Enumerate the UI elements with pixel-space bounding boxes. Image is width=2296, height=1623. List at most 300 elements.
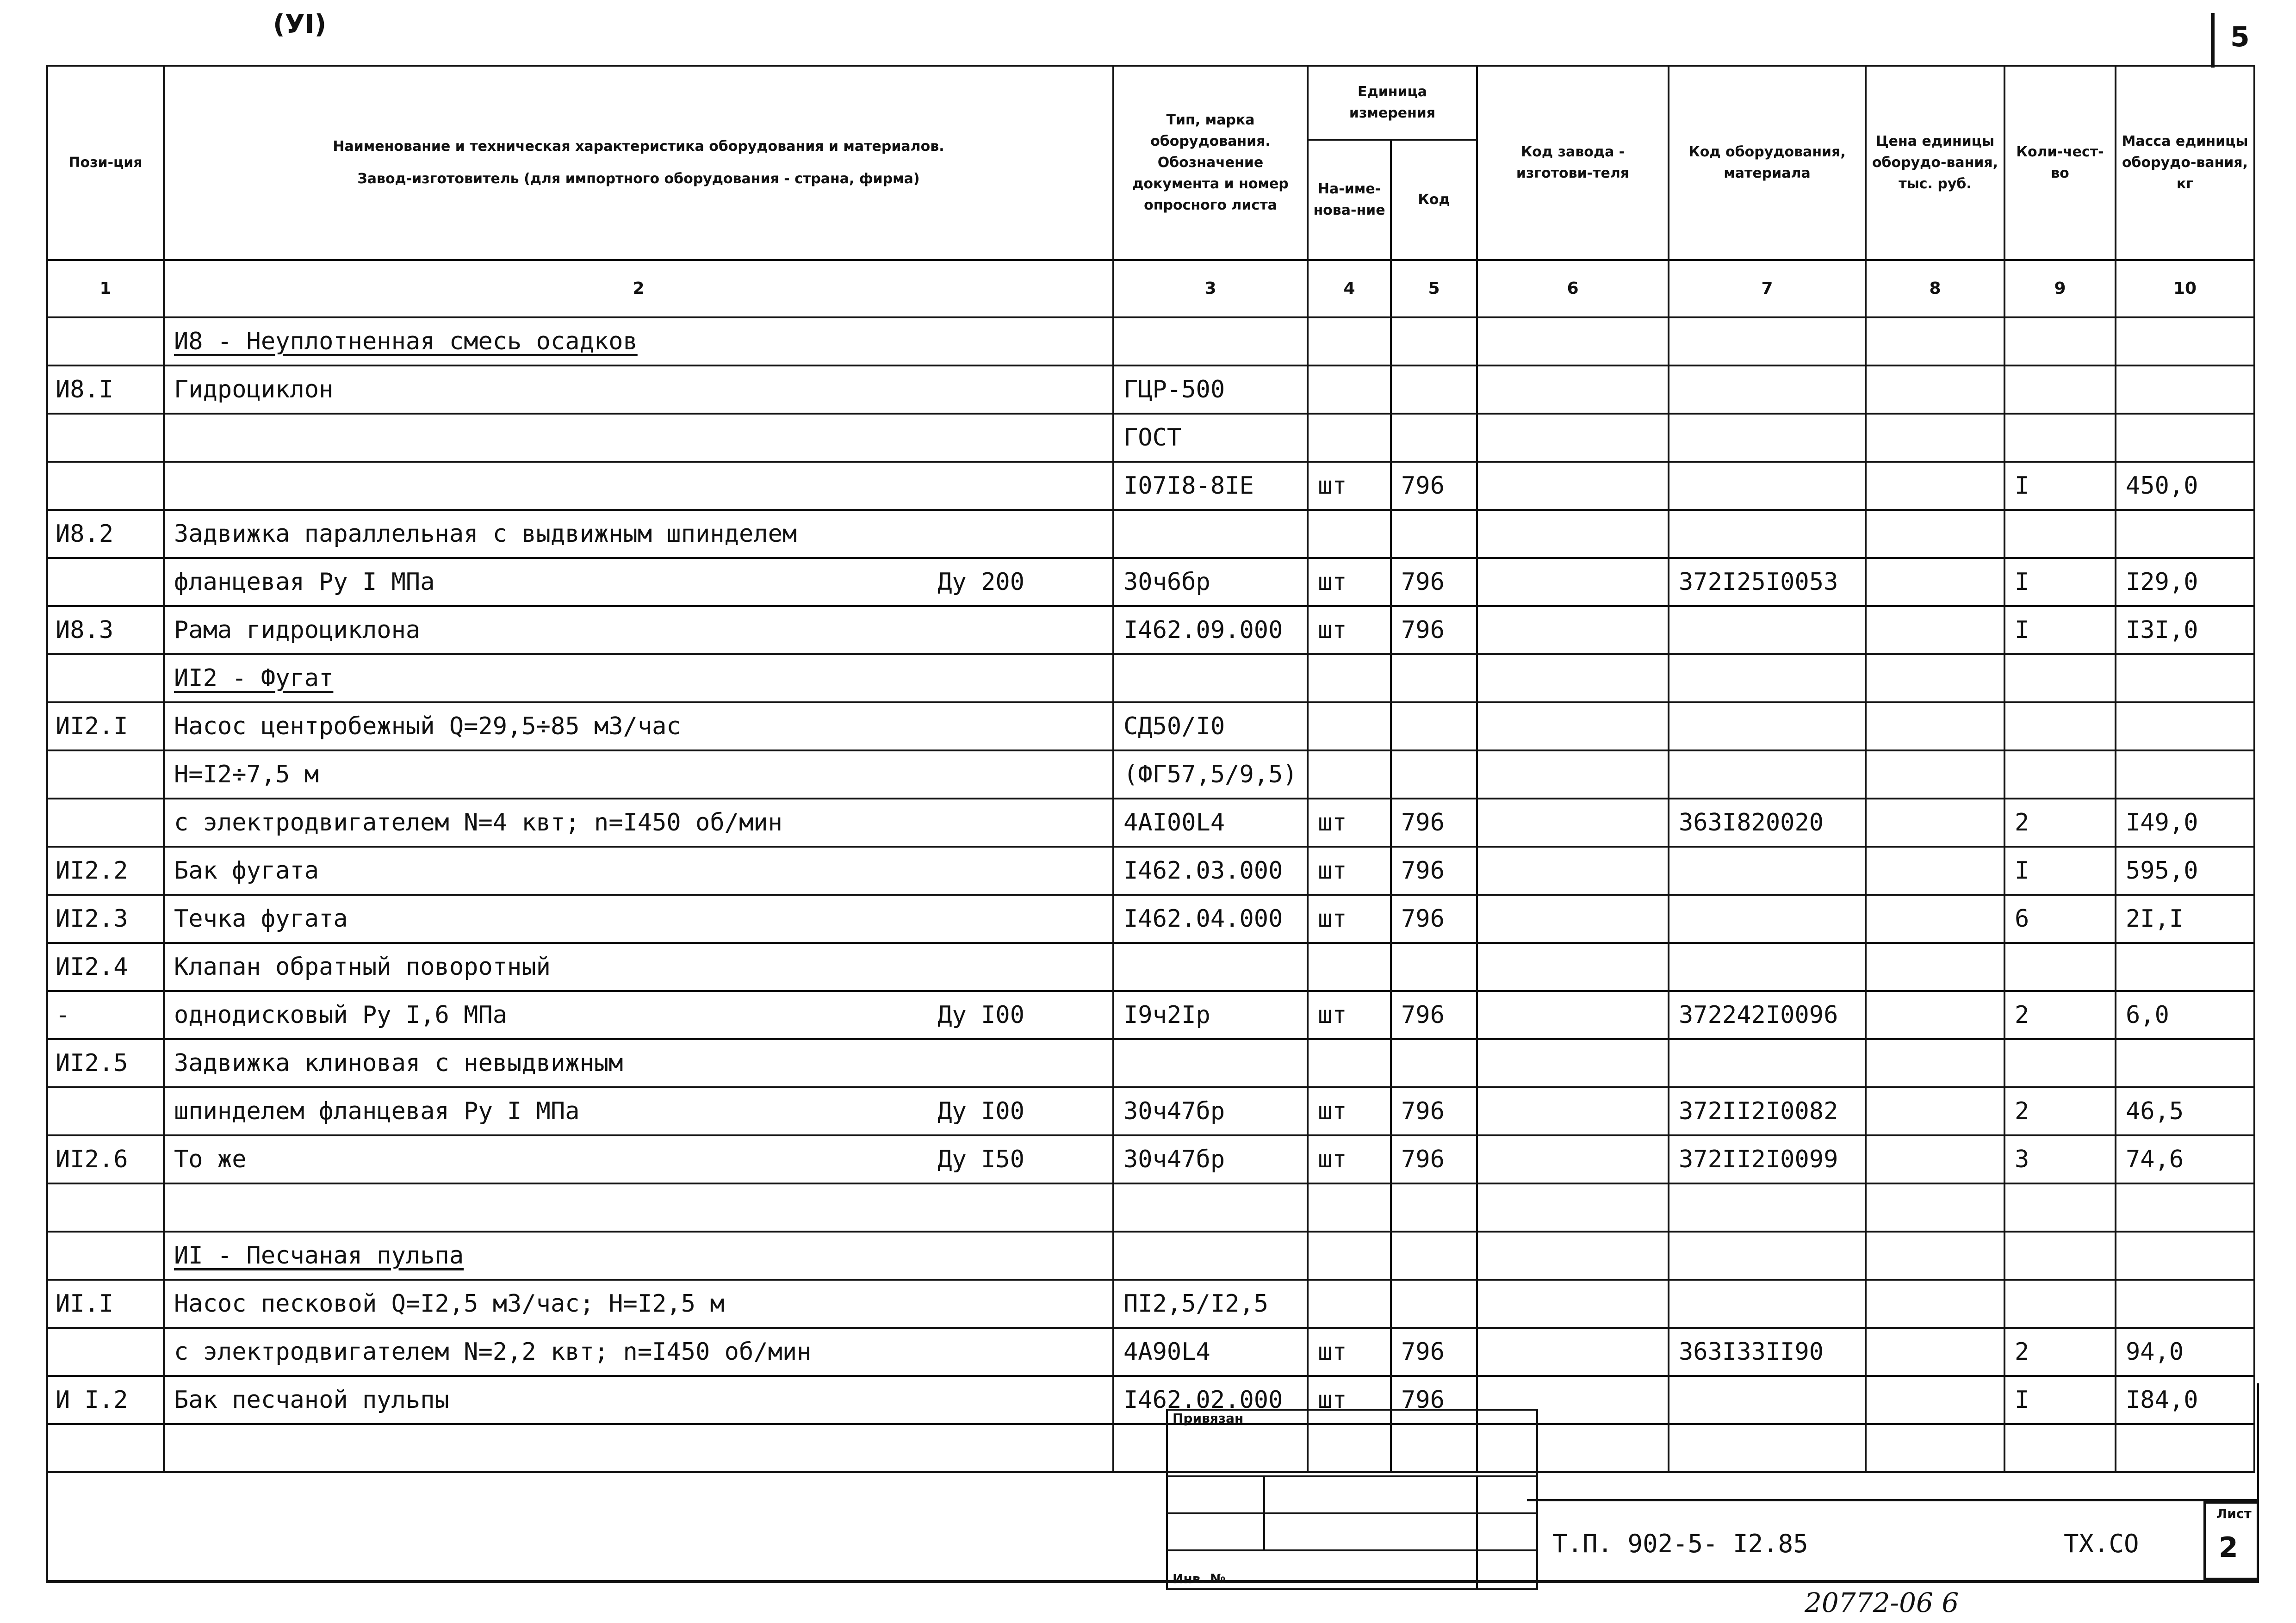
table-row	[47, 702, 2254, 750]
cell-mat: 363I33II90	[1669, 1328, 1866, 1376]
cell-name	[164, 1135, 1113, 1183]
header-unit: Единица измерения	[1308, 66, 1477, 140]
cell-qty	[2004, 1039, 2116, 1087]
item-name: Бак песчаной пульпы	[174, 1386, 449, 1414]
stamp-cell	[1477, 1513, 1537, 1550]
cell-qty	[2004, 510, 2116, 558]
column-number: 1	[47, 260, 164, 317]
cell-mass	[2116, 365, 2254, 414]
cell-mass: 2I,I	[2116, 895, 2254, 943]
cell-qty	[2004, 702, 2116, 750]
nominal-diameter	[1024, 857, 1103, 885]
cell-pos: И8.2	[47, 510, 164, 558]
cell-mass	[2116, 1039, 2254, 1087]
cell-price	[1866, 799, 2004, 847]
nominal-diameter: Ду I00	[937, 1097, 1024, 1125]
cell-price	[1866, 991, 2004, 1039]
cell-qty: I	[2004, 462, 2116, 510]
cell-mass	[2116, 1232, 2254, 1280]
nominal-diameter	[1024, 905, 1103, 933]
specification-table	[46, 65, 2255, 1473]
approval-stamp	[1166, 1409, 1538, 1590]
cell-mat	[1669, 1376, 1866, 1424]
cell-unit: шт	[1308, 991, 1391, 1039]
header-material-code: Код оборудования, материала	[1669, 66, 1866, 260]
frame-left-edge	[46, 1383, 48, 1582]
cell-unit: шт	[1308, 847, 1391, 895]
cell-name	[164, 1280, 1113, 1328]
cell-price	[1866, 702, 2004, 750]
item-name: с электродвигателем N=2,2 квт; n=I450 об/мин	[174, 1338, 812, 1366]
cell-pos	[47, 1183, 164, 1232]
cell-pos: ИI2.5	[47, 1039, 164, 1087]
cell-plant	[1477, 1087, 1669, 1135]
cell-code: 796	[1391, 991, 1477, 1039]
cell-plant	[1477, 558, 1669, 606]
cell-plant	[1477, 750, 1669, 799]
stamp-cell	[1477, 1476, 1537, 1513]
item-name: шпинделем фланцевая Ру I МПа	[174, 1097, 580, 1125]
cell-code	[1391, 414, 1477, 462]
cell-qty: 2	[2004, 799, 2116, 847]
nominal-diameter	[1024, 1290, 1103, 1318]
cell-code	[1391, 1232, 1477, 1280]
table-row	[47, 847, 2254, 895]
column-number: 2	[164, 260, 1113, 317]
cell-price	[1866, 1135, 2004, 1183]
cell-code	[1391, 1039, 1477, 1087]
header-plant-code: Код завода - изготови-теля	[1477, 66, 1669, 260]
cell-code	[1391, 365, 1477, 414]
cell-code: 796	[1391, 606, 1477, 654]
cell-unit	[1308, 1039, 1391, 1087]
cell-qty: 2	[2004, 1328, 2116, 1376]
cell-type	[1113, 317, 1308, 365]
cell-mat: 363I820020	[1669, 799, 1866, 847]
cell-mat	[1669, 702, 1866, 750]
cell-pos	[47, 1424, 164, 1472]
cell-mass	[2116, 1424, 2254, 1472]
cell-plant	[1477, 654, 1669, 702]
section-row	[47, 1232, 2254, 1280]
title-block-rule	[1527, 1499, 2259, 1501]
cell-price	[1866, 1424, 2004, 1472]
cell-unit: шт	[1308, 606, 1391, 654]
cell-code: 796	[1391, 847, 1477, 895]
cell-pos: ИI2.4	[47, 943, 164, 991]
cell-name	[164, 1424, 1113, 1472]
cell-name	[164, 847, 1113, 895]
cell-qty	[2004, 1280, 2116, 1328]
item-name: Бак фугата	[174, 857, 319, 885]
column-number: 9	[2004, 260, 2116, 317]
cell-mat	[1669, 943, 1866, 991]
item-name: однодисковый Ру I,6 МПа	[174, 1001, 508, 1029]
cell-plant	[1477, 895, 1669, 943]
cell-plant	[1477, 365, 1669, 414]
cell-name	[164, 414, 1113, 462]
cell-mass	[2116, 943, 2254, 991]
cell-mat	[1669, 895, 1866, 943]
cell-unit	[1308, 702, 1391, 750]
column-number: 3	[1113, 260, 1308, 317]
cell-code: 796	[1391, 1376, 1477, 1424]
header-name	[164, 66, 1113, 260]
header-mass: Масса единицы оборудо-вания, кг	[2116, 66, 2254, 260]
page-number-divider	[2211, 13, 2215, 68]
cell-plant	[1477, 943, 1669, 991]
nominal-diameter: Ду I50	[937, 1146, 1024, 1173]
header-price: Цена единицы оборудо-вания, тыс. руб.	[1866, 66, 2004, 260]
stamp-cell	[1264, 1476, 1477, 1513]
cell-price	[1866, 462, 2004, 510]
cell-price	[1866, 606, 2004, 654]
table-row	[47, 1424, 2254, 1472]
cell-price	[1866, 414, 2004, 462]
cell-mass	[2116, 702, 2254, 750]
cell-type	[1113, 510, 1308, 558]
cell-pos: ИI.I	[47, 1280, 164, 1328]
item-name: Н=I2÷7,5 м	[174, 761, 319, 788]
cell-name	[164, 317, 1113, 365]
cell-code	[1391, 943, 1477, 991]
cell-qty	[2004, 750, 2116, 799]
cell-name	[164, 510, 1113, 558]
cell-plant	[1477, 1135, 1669, 1183]
cell-plant	[1477, 847, 1669, 895]
header-position: Пози-ция	[47, 66, 164, 260]
cell-plant	[1477, 317, 1669, 365]
table-row	[47, 1328, 2254, 1376]
cell-price	[1866, 365, 2004, 414]
cell-plant	[1477, 1232, 1669, 1280]
cell-qty: I	[2004, 558, 2116, 606]
cell-pos: ИI2.6	[47, 1135, 164, 1183]
cell-type	[1113, 1183, 1308, 1232]
cell-mat	[1669, 317, 1866, 365]
section-row	[47, 654, 2254, 702]
nominal-diameter	[1024, 520, 1103, 548]
cell-mat	[1669, 1232, 1866, 1280]
table-row	[47, 991, 2254, 1039]
header-name-line1: Наименование и техническая характеристика оборудования и материалов.	[333, 138, 944, 155]
cell-type: I462.04.000	[1113, 895, 1308, 943]
cell-plant	[1477, 606, 1669, 654]
cell-code: 796	[1391, 1328, 1477, 1376]
column-number-row	[47, 260, 2254, 317]
nominal-diameter	[1024, 809, 1103, 836]
table-row	[47, 510, 2254, 558]
table-row	[47, 895, 2254, 943]
cell-price	[1866, 1232, 2004, 1280]
column-number: 10	[2116, 260, 2254, 317]
table-row	[47, 1280, 2254, 1328]
cell-mass: I29,0	[2116, 558, 2254, 606]
cell-qty: 3	[2004, 1135, 2116, 1183]
table-row	[47, 1135, 2254, 1183]
cell-code: 796	[1391, 558, 1477, 606]
cell-unit: шт	[1308, 1087, 1391, 1135]
cell-mass: 595,0	[2116, 847, 2254, 895]
stamp-cell	[1167, 1513, 1264, 1550]
stamp-cell	[1167, 1476, 1264, 1513]
cell-price	[1866, 1087, 2004, 1135]
item-name: Течка фугата	[174, 905, 348, 933]
cell-code: 796	[1391, 1087, 1477, 1135]
cell-mass	[2116, 1183, 2254, 1232]
nominal-diameter: Ду 200	[937, 568, 1024, 596]
nominal-diameter	[1024, 1338, 1103, 1366]
table-row	[47, 1087, 2254, 1135]
header-quantity: Коли-чест-во	[2004, 66, 2116, 260]
cell-mat	[1669, 1280, 1866, 1328]
cell-name	[164, 1328, 1113, 1376]
stamp-tied-label: Привязан	[1167, 1410, 1537, 1462]
cell-qty: 2	[2004, 1087, 2116, 1135]
cell-name	[164, 558, 1113, 606]
nominal-diameter	[1024, 1049, 1103, 1077]
column-number: 5	[1391, 260, 1477, 317]
cell-price	[1866, 847, 2004, 895]
stamp-cell	[1264, 1513, 1477, 1550]
cell-code	[1391, 750, 1477, 799]
cell-unit	[1308, 654, 1391, 702]
column-number: 8	[1866, 260, 2004, 317]
cell-pos	[47, 317, 164, 365]
table-row	[47, 1376, 2254, 1424]
cell-qty	[2004, 1183, 2116, 1232]
cell-unit	[1308, 1280, 1391, 1328]
table-row	[47, 365, 2254, 414]
cell-plant	[1477, 1280, 1669, 1328]
cell-price	[1866, 1280, 2004, 1328]
document-suffix: ТХ.СО	[2064, 1529, 2139, 1558]
cell-code: 796	[1391, 1135, 1477, 1183]
cell-qty	[2004, 1232, 2116, 1280]
cell-unit	[1308, 365, 1391, 414]
cell-type: ГОСТ	[1113, 414, 1308, 462]
cell-plant	[1477, 510, 1669, 558]
sheet-box-label: Лист	[2216, 1506, 2252, 1521]
cell-pos: И8.3	[47, 606, 164, 654]
item-name: Задвижка параллельная с выдвижным шпинделем	[174, 520, 797, 548]
header-unit-code: Код	[1391, 140, 1477, 260]
cell-type: (ФГ57,5/9,5)	[1113, 750, 1308, 799]
cell-pos	[47, 654, 164, 702]
section-title: И8 - Неуплотненная смесь осадков	[174, 328, 638, 355]
cell-name	[164, 365, 1113, 414]
item-name: Клапан обратный поворотный	[174, 953, 551, 981]
cell-qty: I	[2004, 847, 2116, 895]
cell-name	[164, 1232, 1113, 1280]
frame-bottom-rule	[46, 1580, 2259, 1583]
document-code: Т.П. 902-5- I2.85	[1552, 1529, 1808, 1558]
cell-price	[1866, 943, 2004, 991]
section-row	[47, 317, 2254, 365]
cell-type: I07I8-8IE	[1113, 462, 1308, 510]
table-row	[47, 1039, 2254, 1087]
cell-mat	[1669, 414, 1866, 462]
cell-unit: шт	[1308, 895, 1391, 943]
cell-type: I462.02.000	[1113, 1376, 1308, 1424]
item-name: Задвижка клиновая с невыдвижным	[174, 1049, 623, 1077]
cell-code: 796	[1391, 799, 1477, 847]
cell-pos: И8.I	[47, 365, 164, 414]
cell-plant	[1477, 1183, 1669, 1232]
cell-qty: 2	[2004, 991, 2116, 1039]
cell-pos	[47, 558, 164, 606]
cell-price	[1866, 1183, 2004, 1232]
cell-plant	[1477, 1039, 1669, 1087]
nominal-diameter	[1024, 1242, 1103, 1270]
cell-type	[1113, 943, 1308, 991]
column-number: 7	[1669, 260, 1866, 317]
table-row	[47, 606, 2254, 654]
cell-mat: 372II2I0099	[1669, 1135, 1866, 1183]
cell-pos: ИI2.2	[47, 847, 164, 895]
nominal-diameter	[1024, 712, 1103, 740]
table-row	[47, 799, 2254, 847]
cell-mat	[1669, 750, 1866, 799]
cell-code: 796	[1391, 895, 1477, 943]
item-name: Насос центробежный Q=29,5÷85 м3/час	[174, 712, 681, 740]
cell-mass	[2116, 750, 2254, 799]
cell-mass: 450,0	[2116, 462, 2254, 510]
cell-mass: I84,0	[2116, 1376, 2254, 1424]
cell-mat	[1669, 462, 1866, 510]
cell-type: 30ч47бр	[1113, 1135, 1308, 1183]
cell-unit	[1308, 943, 1391, 991]
cell-unit: шт	[1308, 799, 1391, 847]
stamp-cell	[1477, 1550, 1537, 1589]
cell-price	[1866, 1039, 2004, 1087]
item-name: фланцевая Ру I МПа	[174, 568, 435, 596]
item-name: Рама гидроциклона	[174, 616, 421, 644]
cell-name	[164, 606, 1113, 654]
cell-type	[1113, 654, 1308, 702]
cell-pos	[47, 1232, 164, 1280]
cell-mat	[1669, 606, 1866, 654]
cell-type: 30ч47бр	[1113, 1087, 1308, 1135]
item-name: Гидроциклон	[174, 376, 334, 403]
cell-mass: 6,0	[2116, 991, 2254, 1039]
cell-type	[1113, 1232, 1308, 1280]
header-unit-name: На-име-нова-ние	[1308, 140, 1391, 260]
column-number: 4	[1308, 260, 1391, 317]
cell-mass: 74,6	[2116, 1135, 2254, 1183]
cell-unit: шт	[1308, 1328, 1391, 1376]
cell-type: I462.09.000	[1113, 606, 1308, 654]
nominal-diameter	[1024, 953, 1103, 981]
cell-pos	[47, 799, 164, 847]
nominal-diameter	[1024, 761, 1103, 788]
cell-name	[164, 462, 1113, 510]
header-name-line2: Завод-изготовитель (для импортного оборудования - страна, фирма)	[357, 171, 920, 187]
cell-pos	[47, 1328, 164, 1376]
cell-unit	[1308, 317, 1391, 365]
cell-price	[1866, 510, 2004, 558]
cell-name	[164, 750, 1113, 799]
cell-price	[1866, 750, 2004, 799]
cell-unit: шт	[1308, 558, 1391, 606]
cell-unit	[1308, 414, 1391, 462]
page-number: 5	[2230, 21, 2250, 53]
cell-qty	[2004, 1424, 2116, 1472]
cell-price	[1866, 558, 2004, 606]
cell-type: I9ч2Iр	[1113, 991, 1308, 1039]
cell-pos: -	[47, 991, 164, 1039]
table-row	[47, 1183, 2254, 1232]
cell-type: 30ч6бр	[1113, 558, 1308, 606]
cell-mass: 94,0	[2116, 1328, 2254, 1376]
cell-code	[1391, 654, 1477, 702]
cell-price	[1866, 1376, 2004, 1424]
cell-unit: шт	[1308, 462, 1391, 510]
cell-qty: I	[2004, 1376, 2116, 1424]
cell-mat	[1669, 847, 1866, 895]
sheet-box-number: 2	[2219, 1531, 2238, 1564]
section-title: ИI2 - Фугат	[174, 664, 334, 692]
cell-plant	[1477, 991, 1669, 1039]
cell-code	[1391, 510, 1477, 558]
cell-price	[1866, 317, 2004, 365]
cell-code	[1391, 1280, 1477, 1328]
cell-mat: 372242I0096	[1669, 991, 1866, 1039]
cell-qty	[2004, 365, 2116, 414]
cell-pos	[47, 1087, 164, 1135]
cell-code	[1391, 1183, 1477, 1232]
cell-name	[164, 702, 1113, 750]
cell-unit	[1308, 510, 1391, 558]
cell-plant	[1477, 462, 1669, 510]
cell-type	[1113, 1039, 1308, 1087]
cell-unit: шт	[1308, 1135, 1391, 1183]
cell-qty	[2004, 317, 2116, 365]
cell-code	[1391, 702, 1477, 750]
cell-qty: 6	[2004, 895, 2116, 943]
cell-plant	[1477, 414, 1669, 462]
cell-mat: 372I25I0053	[1669, 558, 1866, 606]
table-row	[47, 943, 2254, 991]
cell-type: ПI2,5/I2,5	[1113, 1280, 1308, 1328]
cell-name	[164, 943, 1113, 991]
cell-type: ГЦР-500	[1113, 365, 1308, 414]
cell-mat	[1669, 1183, 1866, 1232]
stamp-inventory-label: Инв. №	[1167, 1550, 1477, 1589]
cell-mat	[1669, 654, 1866, 702]
cell-name	[164, 799, 1113, 847]
sheet-label: (УI)	[273, 9, 327, 39]
cell-name	[164, 654, 1113, 702]
cell-type: I462.03.000	[1113, 847, 1308, 895]
cell-unit	[1308, 1232, 1391, 1280]
cell-pos: ИI2.I	[47, 702, 164, 750]
cell-qty	[2004, 654, 2116, 702]
cell-pos: ИI2.3	[47, 895, 164, 943]
cell-mat	[1669, 365, 1866, 414]
cell-mass	[2116, 317, 2254, 365]
nominal-diameter	[1024, 664, 1103, 692]
cell-mass: 46,5	[2116, 1087, 2254, 1135]
cell-mat	[1669, 1039, 1866, 1087]
cell-name	[164, 1376, 1113, 1424]
cell-code: 796	[1391, 462, 1477, 510]
column-number: 6	[1477, 260, 1669, 317]
nominal-diameter	[1024, 376, 1103, 403]
cell-plant	[1477, 1328, 1669, 1376]
cell-mass: I49,0	[2116, 799, 2254, 847]
item-name: Насос песковой Q=I2,5 м3/час; Н=I2,5 м	[174, 1290, 725, 1318]
